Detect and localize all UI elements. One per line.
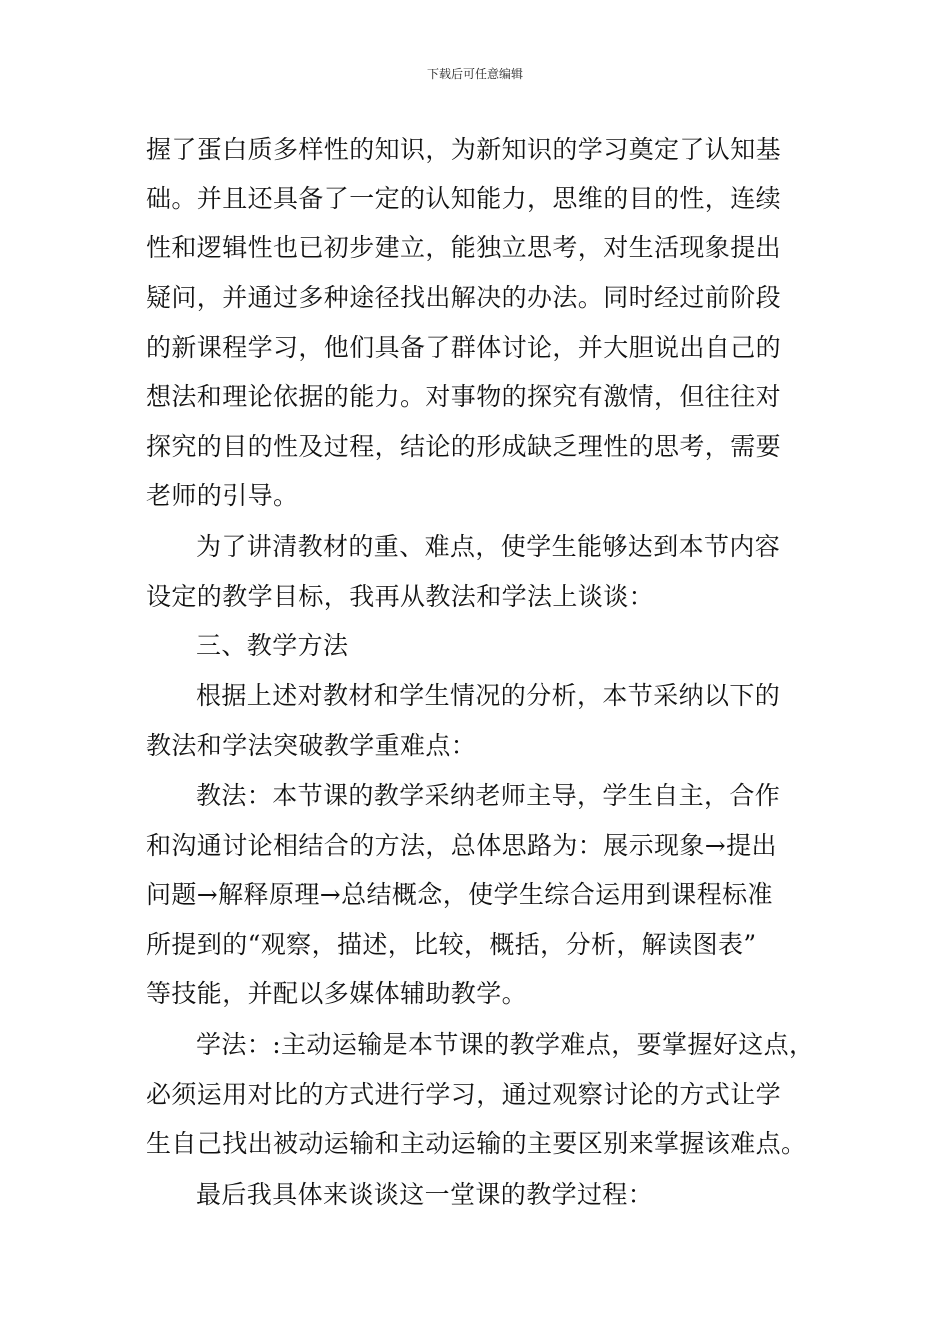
text-line: 探究的目的性及过程，结论的形成缺乏理性的思考，需要 [146, 432, 782, 461]
text-line: 的新课程学习，他们具备了群体讨论，并大胆说出自己的 [146, 333, 782, 362]
section-heading: 三、教学方法 [196, 631, 349, 660]
text-line: 握了蛋白质多样性的知识，为新知识的学习奠定了认知基 [146, 135, 782, 164]
text-line: 生自己找出被动运输和主动运输的主要区别来掌握该难点。 [146, 1129, 807, 1158]
text-line: 等技能，并配以多媒体辅助教学。 [146, 979, 528, 1008]
text-line: 教法和学法突破教学重难点： [146, 731, 477, 760]
paragraph-first-line: 根据上述对教材和学生情况的分析，本节采纳以下的 [196, 681, 781, 710]
text-line: 疑问，并通过多种途径找出解决的办法。同时经过前阶段 [146, 283, 782, 312]
text-line: 性和逻辑性也已初步建立，能独立思考，对生活现象提出 [146, 233, 782, 262]
text-line: 问题→解释原理→总结概念，使学生综合运用到课程标准 [146, 880, 773, 909]
text-line: 所提到的“观察，描述，比较，概括，分析，解读图表” [146, 930, 757, 959]
paragraph-first-line: 为了讲清教材的重、难点，使学生能够达到本节内容 [196, 532, 781, 561]
text-line: 老师的引导。 [146, 481, 299, 510]
paragraph-first-line: 教法：本节课的教学采纳老师主导，学生自主，合作 [196, 781, 781, 810]
text-line: 和沟通讨论相结合的方法，总体思路为：展示现象→提出 [146, 831, 777, 860]
paragraph-first-line: 学法：:主动运输是本节课的教学难点，要掌握好这点， [196, 1030, 815, 1059]
paragraph-first-line: 最后我具体来谈谈这一堂课的教学过程： [196, 1180, 654, 1209]
page-header: 下载后可任意编辑 [426, 67, 523, 81]
text-line: 设定的教学目标，我再从教法和学法上谈谈： [146, 582, 655, 611]
text-line: 必须运用对比的方式进行学习，通过观察讨论的方式让学 [146, 1080, 782, 1109]
text-line: 础。并且还具备了一定的认知能力，思维的目的性，连续 [146, 184, 782, 213]
text-line: 想法和理论依据的能力。对事物的探究有激情，但往往对 [146, 382, 782, 411]
